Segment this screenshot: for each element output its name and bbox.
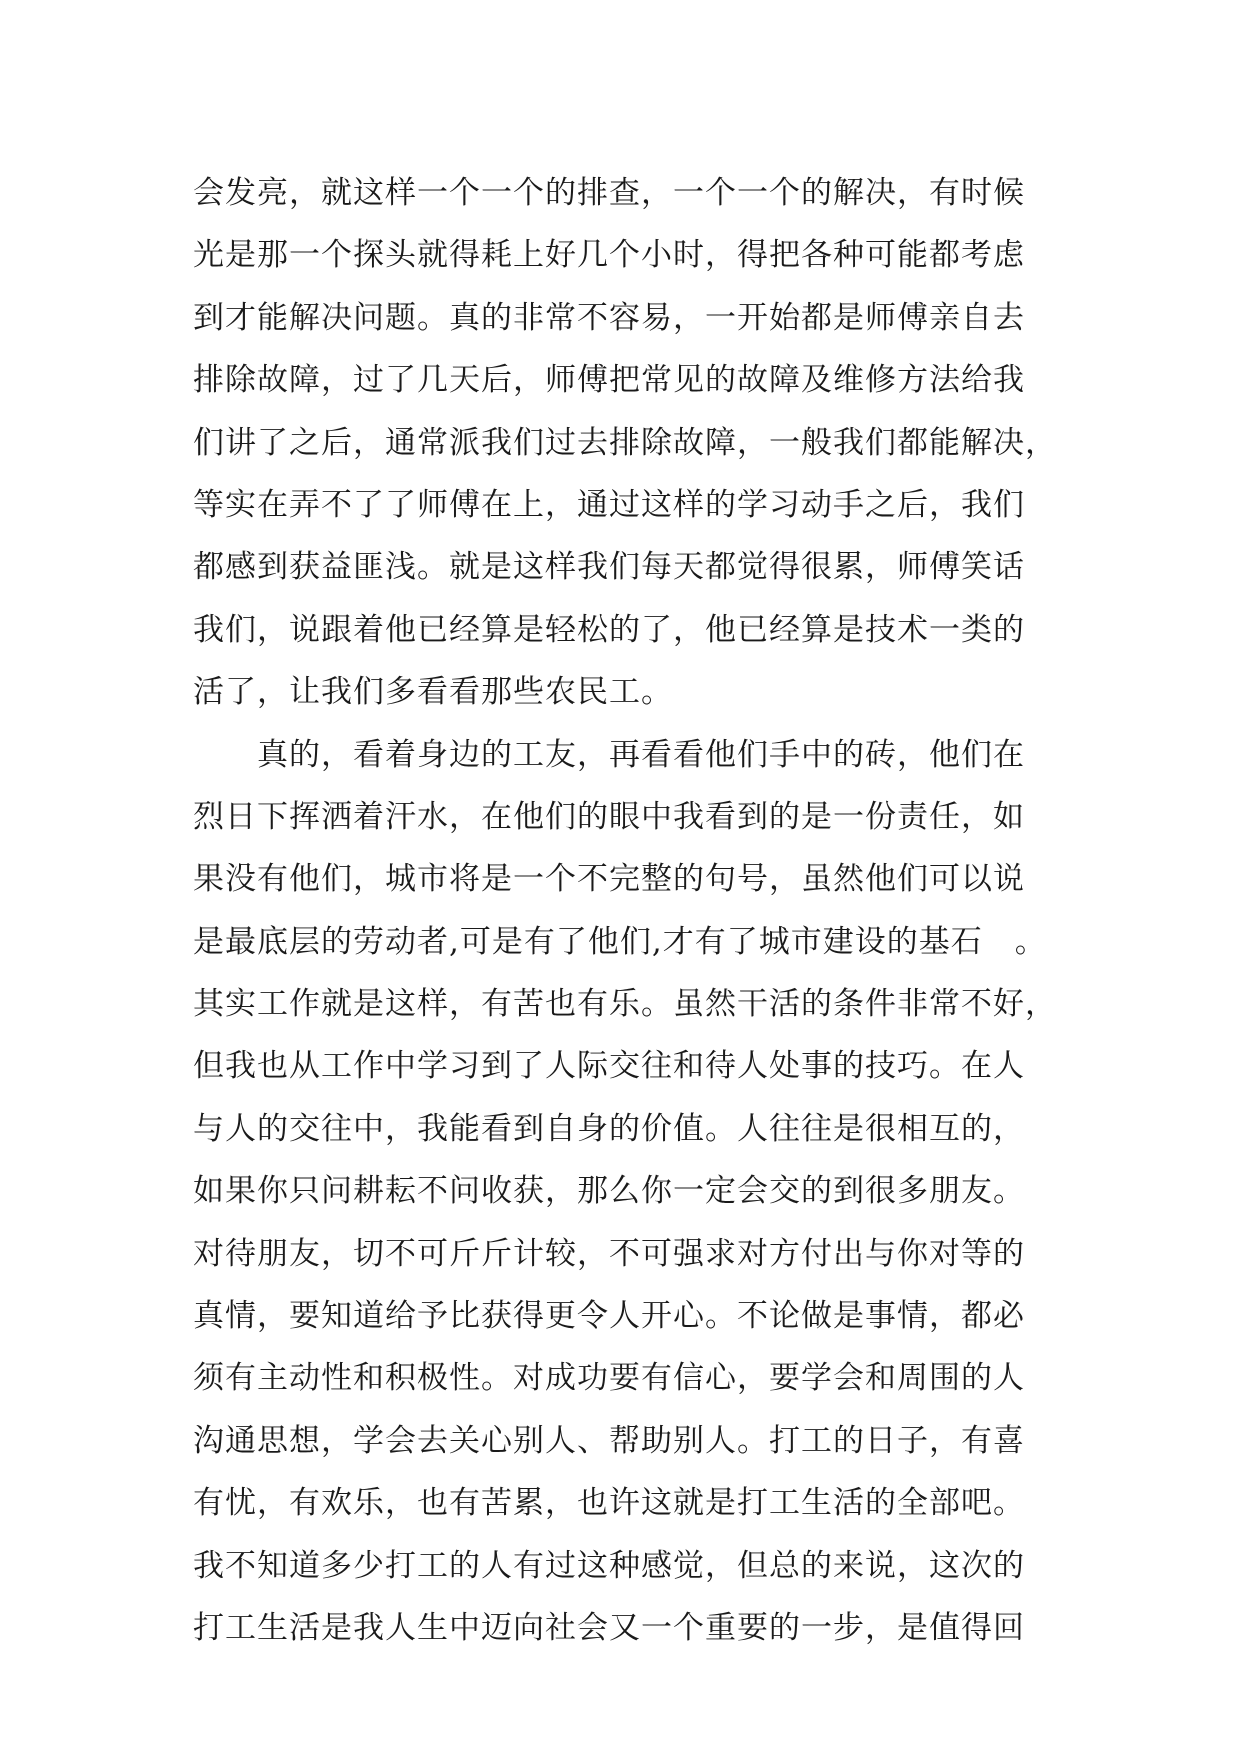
body-text bbox=[193, 162, 1073, 1659]
text-line: 我们，说跟着他已经算是轻松的了，他已经算是技术一类的 bbox=[193, 611, 1025, 648]
text-line: 到才能解决问题。真的非常不容易，一开始都是师傅亲自去 bbox=[193, 299, 1025, 336]
text-line: 我不知道多少打工的人有过这种感觉，但总的来说，这次的 bbox=[193, 1547, 1025, 1584]
text-line: 都感到获益匪浅。就是这样我们每天都觉得很累，师傅笑话 bbox=[193, 549, 1025, 586]
text-line: 活了，让我们多看看那些农民工。 bbox=[193, 674, 673, 711]
text-line: 有忧，有欢乐，也有苦累，也许这就是打工生活的全部吧。 bbox=[193, 1485, 1025, 1522]
text-line: 沟通思想，学会去关心别人、帮助别人。打工的日子，有喜 bbox=[193, 1422, 1025, 1459]
text-line: 真情，要知道给予比获得更令人开心。不论做是事情，都必 bbox=[193, 1298, 1025, 1335]
text-line: 打工生活是我人生中迈向社会又一个重要的一步，是值得回 bbox=[193, 1609, 1025, 1646]
text-line: 果没有他们，城市将是一个不完整的句号，虽然他们可以说 bbox=[193, 861, 1025, 898]
text-line: 真的，看着身边的工友，再看看他们手中的砖，他们在 bbox=[193, 736, 1025, 773]
text-line: 其实工作就是这样，有苦也有乐。虽然干活的条件非常不好， bbox=[193, 986, 1057, 1023]
text-line: 会发亮，就这样一个一个的排查，一个一个的解决，有时候 bbox=[193, 175, 1025, 211]
text-line: 如果你只问耕耘不问收获，那么你一定会交的到很多朋友。 bbox=[193, 1173, 1025, 1210]
text-line: 与人的交往中，我能看到自身的价值。人往往是很相互的， bbox=[193, 1110, 1025, 1147]
text-line: 排除故障，过了几天后，师傅把常见的故障及维修方法给我 bbox=[193, 362, 1025, 399]
text-line: 们讲了之后，通常派我们过去排除故障，一般我们都能解决， bbox=[193, 424, 1057, 461]
text-line: 烈日下挥洒着汗水，在他们的眼中我看到的是一份责任，如 bbox=[193, 798, 1025, 835]
text-line: 等实在弄不了了师傅在上，通过这样的学习动手之后，我们 bbox=[193, 486, 1025, 523]
text-line: 光是那一个探头就得耗上好几个小时，得把各种可能都考虑 bbox=[193, 237, 1025, 274]
text-line: 须有主动性和积极性。对成功要有信心，要学会和周围的人 bbox=[193, 1360, 1025, 1397]
text-line: 对待朋友，切不可斤斤计较，不可强求对方付出与你对等的 bbox=[193, 1235, 1025, 1272]
text-line: 是最底层的劳动者,可是有了他们,才有了城市建设的基石 。 bbox=[193, 923, 1047, 960]
text-line: 但我也从工作中学习到了人际交往和待人处事的技巧。在人 bbox=[193, 1048, 1025, 1085]
